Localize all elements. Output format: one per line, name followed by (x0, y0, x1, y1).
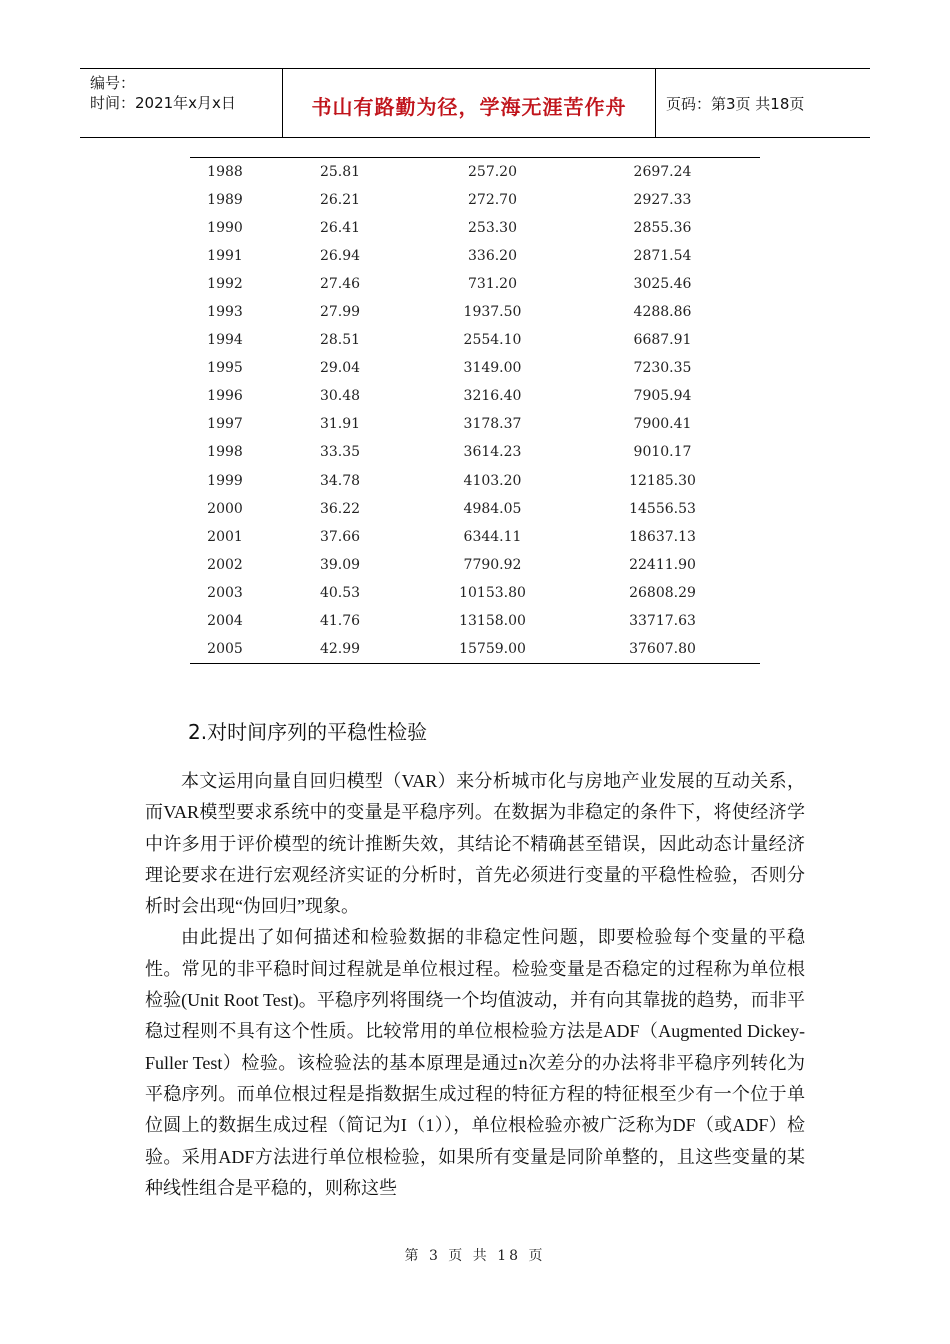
table-cell: 7230.35 (633, 360, 692, 377)
table-cell: 26.21 (319, 192, 361, 209)
table-cell: 1991 (207, 248, 243, 265)
table-cell: 30.48 (319, 388, 361, 405)
table-cell: 26.94 (319, 248, 361, 265)
data-table (190, 157, 760, 664)
data-table-body (190, 158, 760, 664)
table-row (190, 242, 760, 270)
table-cell: 2697.24 (633, 164, 692, 181)
table-cell: 2004 (207, 612, 243, 629)
table-cell: 27.46 (319, 276, 361, 293)
table-row (190, 467, 760, 495)
table-cell: 2000 (207, 500, 243, 517)
table-cell: 1994 (207, 332, 243, 349)
paragraph-2: 由此提出了如何描述和检验数据的非稳定性问题，即要检验每个变量的平稳性。常见的非平稳时间过程就是单位根过程。检验变量是否稳定的过程称为单位根检验(Unit Root Test)。平稳序列将围绕一个均值波动，并有向其靠拢的趋势，而非平稳过程则不具有这个性质。比较常用的单位根检验方法是ADF（Augmented Dickey-Fuller Test）检验。该检验法的基本原理是通过n次差分的办法将非平稳序列转化为平稳序列。而单位根过程是指数据生成过程的特征方程的特征根至少有一个位于单位圆上的数据生成过程（简记为I（1）），单位根检验亦被广泛称为DF（或ADF）检验。采用ADF方法进行单位根检验，如果所有变量是同阶单整的，且这些变量的某种线性组合是平稳的，则称这些 (145, 927, 805, 1198)
table-cell: 1988 (207, 164, 243, 181)
table-cell: 2871.54 (633, 248, 692, 265)
table-cell: 731.20 (468, 276, 517, 293)
section-title: 2.对时间序列的平稳性检验 (188, 720, 428, 744)
table-row (190, 382, 760, 410)
table-cell: 1992 (207, 276, 243, 293)
body-text (145, 766, 805, 1204)
table-cell: 1990 (207, 220, 243, 237)
table-cell: 29.04 (319, 360, 361, 377)
header-page-cell (656, 69, 870, 137)
table-row (190, 354, 760, 382)
table-cell: 2554.10 (463, 332, 522, 349)
table-cell: 4288.86 (633, 304, 692, 321)
table-cell: 33717.63 (629, 612, 696, 629)
table-cell: 1937.50 (463, 304, 522, 321)
table-cell: 4103.20 (463, 472, 522, 489)
page-footer: 第 3 页 共 18 页 (404, 1248, 546, 1264)
table-cell: 1996 (207, 388, 243, 405)
table-cell: 9010.17 (633, 444, 692, 461)
table-cell: 18637.13 (629, 528, 696, 545)
table-cell: 39.09 (319, 556, 361, 573)
table-cell: 1995 (207, 360, 243, 377)
table-row (190, 495, 760, 523)
table-cell: 15759.00 (459, 640, 526, 657)
table-row (190, 158, 760, 187)
table-cell: 13158.00 (459, 612, 526, 629)
table-cell: 2855.36 (633, 220, 692, 237)
table-cell: 7790.92 (463, 556, 522, 573)
table-cell: 37607.80 (629, 640, 696, 657)
table-cell: 34.78 (319, 472, 361, 489)
table-cell: 2927.33 (633, 192, 692, 209)
table-cell: 2003 (207, 584, 243, 601)
table-row (190, 523, 760, 551)
header-page-number: 页码：第3页 共18页 (666, 95, 805, 113)
table-cell: 6344.11 (463, 528, 522, 545)
table-cell: 7905.94 (633, 388, 692, 405)
table-cell: 26.41 (319, 220, 361, 237)
table-cell: 1993 (207, 304, 243, 321)
table-cell: 22411.90 (629, 556, 696, 573)
table-cell: 7900.41 (633, 416, 692, 433)
table-cell: 28.51 (319, 332, 361, 349)
table-cell: 6687.91 (633, 332, 692, 349)
table-row (190, 326, 760, 354)
table-cell: 37.66 (319, 528, 361, 545)
table-cell: 253.30 (468, 220, 517, 237)
table-cell: 1989 (207, 192, 243, 209)
table-row (190, 186, 760, 214)
header-motto: 书山有路勤为径，学海无涯苦作舟 (311, 95, 627, 119)
table-cell: 2005 (207, 640, 243, 657)
table-row (190, 635, 760, 664)
table-cell: 3149.00 (463, 360, 522, 377)
table-row (190, 551, 760, 579)
table-cell: 25.81 (319, 164, 361, 181)
table-cell: 272.70 (468, 192, 517, 209)
table-cell: 3178.37 (463, 416, 522, 433)
table-row (190, 410, 760, 438)
table-cell: 14556.53 (629, 500, 696, 517)
header-motto-cell (283, 69, 656, 137)
table-cell: 4984.05 (463, 500, 522, 517)
table-cell: 41.76 (319, 612, 361, 629)
table-cell: 1999 (207, 472, 243, 489)
table-cell: 2002 (207, 556, 243, 573)
table-cell: 31.91 (319, 416, 361, 433)
table-cell: 40.53 (319, 584, 361, 601)
table-cell: 42.99 (319, 640, 361, 657)
table-cell: 26808.29 (629, 584, 696, 601)
table-row (190, 438, 760, 466)
table-row (190, 298, 760, 326)
table-cell: 1997 (207, 416, 243, 433)
table-row (190, 270, 760, 298)
table-row (190, 579, 760, 607)
table-row (190, 607, 760, 635)
table-cell: 36.22 (319, 500, 361, 517)
table-cell: 3216.40 (463, 388, 522, 405)
table-cell: 1998 (207, 444, 243, 461)
paragraph-1: 本文运用向量自回归模型（VAR）来分析城市化与房地产业发展的互动关系，而VAR模型要求系统中的变量是平稳序列。在数据为非稳定的条件下，将使经济学中许多用于评价模型的统计推断失效，其结论不精确甚至错误，因此动态计量经济理论要求在进行宏观经济实证的分析时，首先必须进行变量的平稳性检验，否则分析时会出现“伪回归”现象。 (145, 771, 805, 917)
table-cell: 10153.80 (459, 584, 526, 601)
table-cell: 12185.30 (629, 472, 696, 489)
page-header (80, 68, 870, 138)
table-cell: 3614.23 (463, 444, 522, 461)
table-cell: 33.35 (319, 444, 361, 461)
header-meta-cell (80, 69, 283, 137)
document-number-label: 编号： (90, 74, 136, 92)
table-cell: 336.20 (468, 248, 517, 265)
document-date-label: 时间：2021年x月x日 (90, 94, 236, 112)
table-cell: 27.99 (319, 304, 361, 321)
table-cell: 257.20 (468, 164, 517, 181)
table-cell: 3025.46 (633, 276, 692, 293)
table-row (190, 214, 760, 242)
table-cell: 2001 (207, 528, 243, 545)
